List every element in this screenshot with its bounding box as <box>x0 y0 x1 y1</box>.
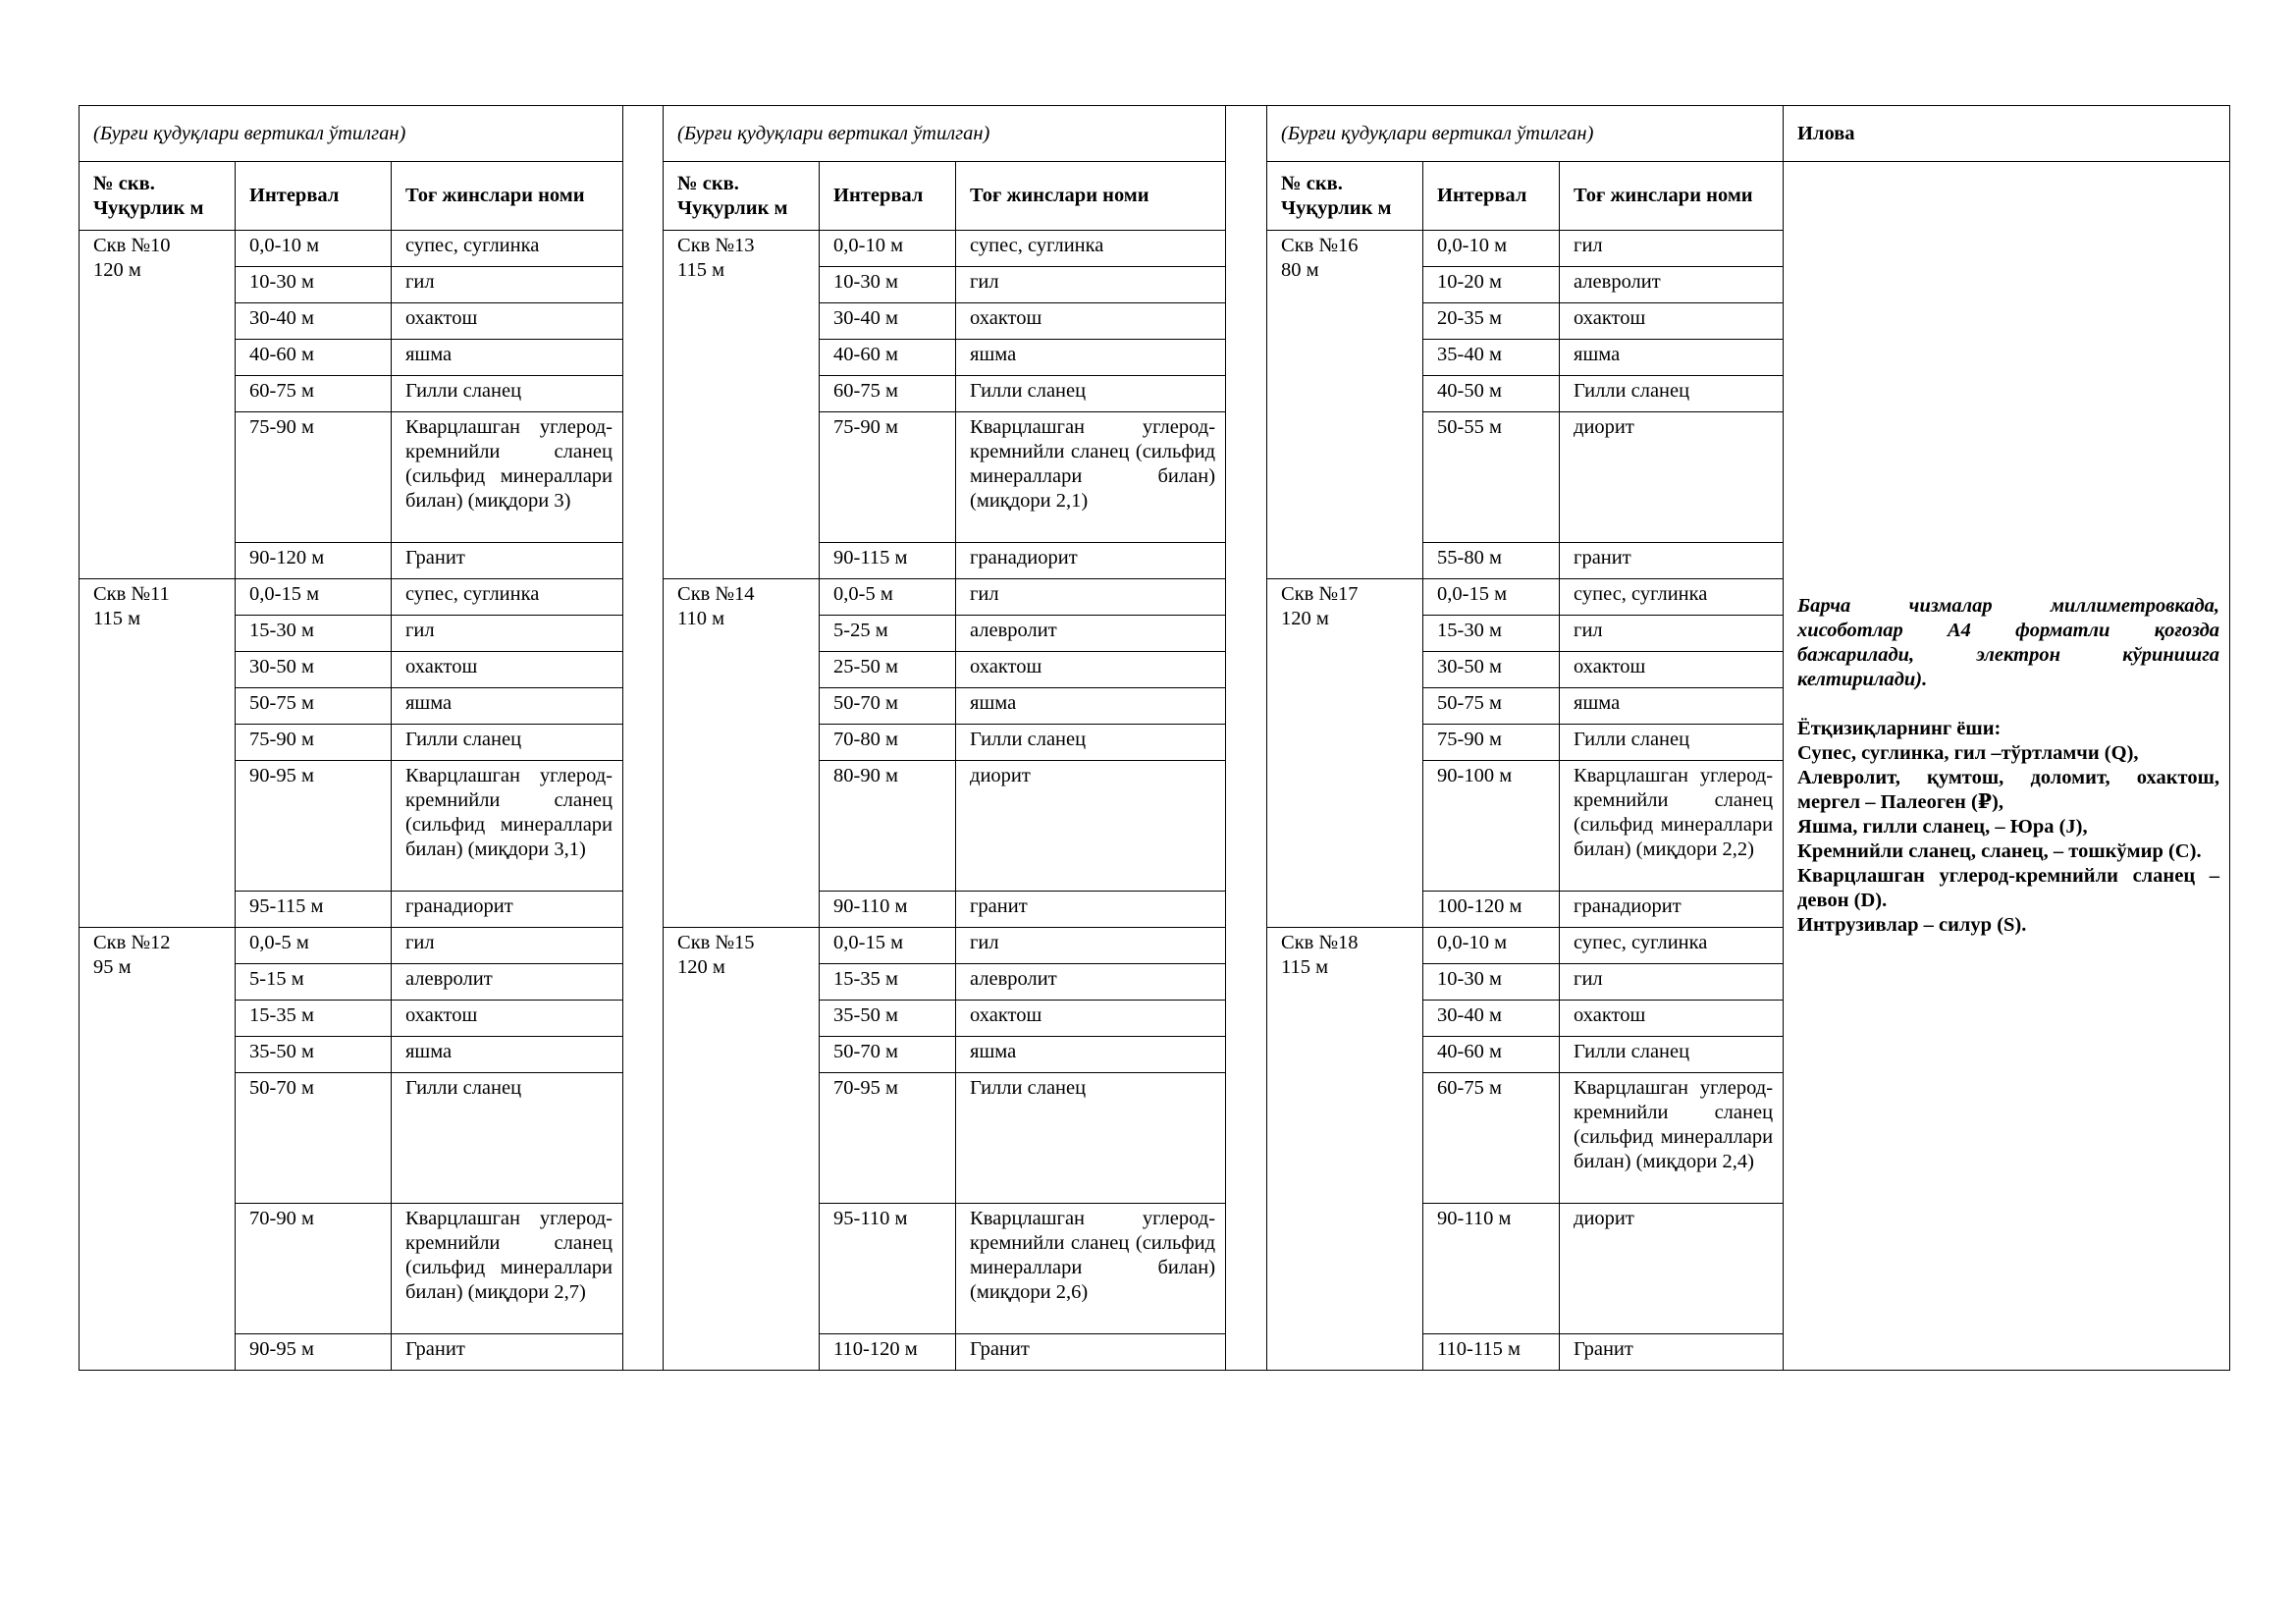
age-item: Алевролит, қумтош, доломит, охактош, мергел – Палеоген (₽), <box>1797 767 2220 813</box>
rock-name-cell: гранадиорит <box>956 543 1226 579</box>
well-name: Скв №17 <box>1281 583 1359 605</box>
well-depth: 120 м <box>677 956 725 978</box>
interval-cell: 60-75 м <box>236 376 392 412</box>
well-name: Скв №12 <box>93 932 171 953</box>
rock-name-cell: гил <box>1560 231 1784 267</box>
interval-cell: 35-50 м <box>820 1001 956 1037</box>
interval-cell: 10-30 м <box>1423 964 1560 1001</box>
rock-name-cell: яшма <box>956 688 1226 725</box>
rock-name-cell: супес, суглинка <box>392 231 623 267</box>
age-title: Ётқизиқларнинг ёши: <box>1797 718 2002 739</box>
column-header: Тоғ жинслари номи <box>956 162 1226 231</box>
rock-name-cell: алевролит <box>956 964 1226 1001</box>
interval-cell: 50-70 м <box>820 688 956 725</box>
interval-cell: 15-30 м <box>236 616 392 652</box>
interval-cell: 35-40 м <box>1423 340 1560 376</box>
interval-cell: 0,0-5 м <box>820 579 956 616</box>
rock-name-cell: Гранит <box>956 1334 1226 1371</box>
well-depth: 115 м <box>1281 956 1329 978</box>
rock-name-cell: охактош <box>392 652 623 688</box>
rock-name-cell: гранадиорит <box>392 892 623 928</box>
rock-name-cell: яшма <box>392 340 623 376</box>
rock-name-cell: охактош <box>1560 1001 1784 1037</box>
rock-name-cell: охактош <box>1560 303 1784 340</box>
interval-cell: 0,0-15 м <box>820 928 956 964</box>
interval-cell: 30-40 м <box>1423 1001 1560 1037</box>
rock-name-cell: охактош <box>956 1001 1226 1037</box>
interval-cell: 95-110 м <box>820 1204 956 1334</box>
interval-cell: 90-110 м <box>820 892 956 928</box>
age-item: Кремнийли сланец, сланец, – тошкўмир (С). <box>1797 840 2202 862</box>
column-header: № скв. Чуқурлик м <box>1267 162 1423 231</box>
column-gap <box>1226 106 1267 1371</box>
well-name: Скв №11 <box>93 583 170 605</box>
rock-name-cell: Кварцлашган углерод-кремнийли сланец (сильфид минераллари билан) (миқдори 2,2) <box>1560 761 1784 892</box>
rock-name-cell: Кварцлашган углерод-кремнийли сланец (сильфид минераллари билан) (миқдори 2,7) <box>392 1204 623 1334</box>
interval-cell: 75-90 м <box>1423 725 1560 761</box>
rock-name-cell: супес, суглинка <box>1560 928 1784 964</box>
well-cell <box>664 231 820 579</box>
interval-cell: 50-75 м <box>1423 688 1560 725</box>
well-cell <box>1267 928 1423 1371</box>
interval-cell: 15-35 м <box>236 1001 392 1037</box>
interval-cell: 80-90 м <box>820 761 956 892</box>
rock-name-cell: яшма <box>1560 688 1784 725</box>
well-name: Скв №10 <box>93 235 171 256</box>
column-gap <box>623 106 664 1371</box>
interval-cell: 50-75 м <box>236 688 392 725</box>
rock-name-cell: охактош <box>392 303 623 340</box>
rock-name-cell: Гилли сланец <box>392 376 623 412</box>
interval-cell: 40-60 м <box>820 340 956 376</box>
rock-name-cell: супес, суглинка <box>956 231 1226 267</box>
rock-name-cell: диорит <box>956 761 1226 892</box>
rock-name-cell: Гилли сланец <box>392 1073 623 1204</box>
interval-cell: 90-100 м <box>1423 761 1560 892</box>
rock-name-cell: яшма <box>392 1037 623 1073</box>
interval-cell: 50-55 м <box>1423 412 1560 543</box>
column-header: Интервал <box>236 162 392 231</box>
interval-cell: 75-90 м <box>236 412 392 543</box>
age-item: Яшма, гилли сланец, – Юра (J), <box>1797 816 2088 838</box>
rock-name-cell: диорит <box>1560 1204 1784 1334</box>
interval-cell: 90-110 м <box>1423 1204 1560 1334</box>
interval-cell: 70-80 м <box>820 725 956 761</box>
rock-name-cell: Кварцлашган углерод-кремнийли сланец (сильфид минераллари билан) (миқдори 3) <box>392 412 623 543</box>
rock-name-cell: охактош <box>956 303 1226 340</box>
rock-name-cell: Гилли сланец <box>1560 725 1784 761</box>
well-cell <box>80 231 236 579</box>
interval-cell: 40-60 м <box>1423 1037 1560 1073</box>
borehole-table <box>79 105 2230 1371</box>
interval-cell: 35-50 м <box>236 1037 392 1073</box>
rock-name-cell: Кварцлашган углерод-кремнийли сланец (сильфид минераллари билан) (миқдори 2,4) <box>1560 1073 1784 1204</box>
interval-cell: 5-25 м <box>820 616 956 652</box>
interval-cell: 0,0-10 м <box>1423 231 1560 267</box>
rock-name-cell: охактош <box>1560 652 1784 688</box>
interval-cell: 60-75 м <box>820 376 956 412</box>
rock-name-cell: Кварцлашган углерод-кремнийли сланец (сильфид минераллари билан) (миқдори 2,1) <box>956 412 1226 543</box>
column-header: № скв. Чуқурлик м <box>80 162 236 231</box>
interval-cell: 10-20 м <box>1423 267 1560 303</box>
well-cell <box>664 579 820 928</box>
interval-cell: 30-40 м <box>236 303 392 340</box>
column-header: Тоғ жинслари номи <box>1560 162 1784 231</box>
rock-name-cell: Гилли сланец <box>956 1073 1226 1204</box>
interval-cell: 95-115 м <box>236 892 392 928</box>
interval-cell: 15-30 м <box>1423 616 1560 652</box>
well-depth: 110 м <box>677 608 725 629</box>
well-cell <box>80 928 236 1371</box>
well-name: Скв №13 <box>677 235 755 256</box>
rock-name-cell: гил <box>392 928 623 964</box>
interval-cell: 110-120 м <box>820 1334 956 1371</box>
rock-name-cell: яшма <box>956 340 1226 376</box>
interval-cell: 90-120 м <box>236 543 392 579</box>
rock-name-cell: алевролит <box>956 616 1226 652</box>
interval-cell: 30-50 м <box>236 652 392 688</box>
rock-name-cell: супес, суглинка <box>1560 579 1784 616</box>
well-depth: 120 м <box>1281 608 1329 629</box>
well-depth: 120 м <box>93 259 141 281</box>
panel-caption: (Бурғи қудуқлари вертикал ўтилган) <box>80 106 623 162</box>
rock-name-cell: гил <box>392 267 623 303</box>
well-name: Скв №15 <box>677 932 755 953</box>
panel-caption: (Бурғи қудуқлари вертикал ўтилган) <box>1267 106 1784 162</box>
interval-cell: 5-15 м <box>236 964 392 1001</box>
column-header: Интервал <box>1423 162 1560 231</box>
interval-cell: 90-115 м <box>820 543 956 579</box>
rock-name-cell: яшма <box>956 1037 1226 1073</box>
rock-name-cell: охактош <box>956 652 1226 688</box>
column-header: № скв. Чуқурлик м <box>664 162 820 231</box>
rock-name-cell: Гилли сланец <box>1560 1037 1784 1073</box>
appendix-note: Барча чизмалар миллиметровкада, хисоботлар А4 форматли қоғозда бажарилади, электрон кўринишга келтирилади). <box>1797 595 2220 690</box>
well-name: Скв №14 <box>677 583 755 605</box>
interval-cell: 60-75 м <box>1423 1073 1560 1204</box>
age-item: Супес, суглинка, гил –тўртламчи (Q), <box>1797 742 2139 764</box>
appendix-notes <box>1784 162 2230 1371</box>
rock-name-cell: Гилли сланец <box>392 725 623 761</box>
rock-name-cell: гил <box>956 928 1226 964</box>
interval-cell: 0,0-15 м <box>236 579 392 616</box>
age-item: Кварцлашган углерод-кремнийли сланец – девон (D). <box>1797 865 2220 911</box>
interval-cell: 90-95 м <box>236 761 392 892</box>
rock-name-cell: диорит <box>1560 412 1784 543</box>
interval-cell: 90-95 м <box>236 1334 392 1371</box>
rock-name-cell: гил <box>1560 964 1784 1001</box>
interval-cell: 110-115 м <box>1423 1334 1560 1371</box>
interval-cell: 70-90 м <box>236 1204 392 1334</box>
interval-cell: 55-80 м <box>1423 543 1560 579</box>
well-cell <box>1267 579 1423 928</box>
rock-name-cell: супес, суглинка <box>392 579 623 616</box>
well-cell <box>664 928 820 1371</box>
interval-cell: 40-50 м <box>1423 376 1560 412</box>
well-depth: 95 м <box>93 956 132 978</box>
rock-name-cell: гранадиорит <box>1560 892 1784 928</box>
rock-name-cell: алевролит <box>392 964 623 1001</box>
interval-cell: 0,0-15 м <box>1423 579 1560 616</box>
rock-name-cell: Гранит <box>392 1334 623 1371</box>
rock-name-cell: гил <box>1560 616 1784 652</box>
interval-cell: 40-60 м <box>236 340 392 376</box>
interval-cell: 0,0-10 м <box>1423 928 1560 964</box>
rock-name-cell: гранит <box>956 892 1226 928</box>
rock-name-cell: яшма <box>1560 340 1784 376</box>
well-depth: 80 м <box>1281 259 1319 281</box>
well-cell <box>1267 231 1423 579</box>
well-depth: 115 м <box>93 608 141 629</box>
interval-cell: 25-50 м <box>820 652 956 688</box>
appendix-title: Илова <box>1784 106 2230 162</box>
well-name: Скв №18 <box>1281 932 1359 953</box>
interval-cell: 75-90 м <box>236 725 392 761</box>
interval-cell: 15-35 м <box>820 964 956 1001</box>
age-item: Интрузивлар – силур (S). <box>1797 914 2027 936</box>
rock-name-cell: Гранит <box>1560 1334 1784 1371</box>
rock-name-cell: Гилли сланец <box>1560 376 1784 412</box>
rock-name-cell: яшма <box>392 688 623 725</box>
interval-cell: 10-30 м <box>820 267 956 303</box>
interval-cell: 20-35 м <box>1423 303 1560 340</box>
rock-name-cell: охактош <box>392 1001 623 1037</box>
well-depth: 115 м <box>677 259 725 281</box>
well-name: Скв №16 <box>1281 235 1359 256</box>
interval-cell: 50-70 м <box>820 1037 956 1073</box>
interval-cell: 100-120 м <box>1423 892 1560 928</box>
rock-name-cell: гил <box>956 579 1226 616</box>
rock-name-cell: алевролит <box>1560 267 1784 303</box>
interval-cell: 0,0-5 м <box>236 928 392 964</box>
well-cell <box>80 579 236 928</box>
column-header: Интервал <box>820 162 956 231</box>
rock-name-cell: Гранит <box>392 543 623 579</box>
interval-cell: 50-70 м <box>236 1073 392 1204</box>
interval-cell: 0,0-10 м <box>236 231 392 267</box>
rock-name-cell: Гилли сланец <box>956 376 1226 412</box>
panel-caption: (Бурғи қудуқлари вертикал ўтилган) <box>664 106 1226 162</box>
interval-cell: 0,0-10 м <box>820 231 956 267</box>
interval-cell: 75-90 м <box>820 412 956 543</box>
interval-cell: 70-95 м <box>820 1073 956 1204</box>
rock-name-cell: гранит <box>1560 543 1784 579</box>
interval-cell: 30-50 м <box>1423 652 1560 688</box>
rock-name-cell: гил <box>956 267 1226 303</box>
rock-name-cell: Кварцлашган углерод-кремнийли сланец (сильфид минераллари билан) (миқдори 3,1) <box>392 761 623 892</box>
interval-cell: 10-30 м <box>236 267 392 303</box>
rock-name-cell: Гилли сланец <box>956 725 1226 761</box>
column-header: Тоғ жинслари номи <box>392 162 623 231</box>
rock-name-cell: гил <box>392 616 623 652</box>
rock-name-cell: Кварцлашган углерод-кремнийли сланец (сильфид минераллари билан) (миқдори 2,6) <box>956 1204 1226 1334</box>
interval-cell: 30-40 м <box>820 303 956 340</box>
